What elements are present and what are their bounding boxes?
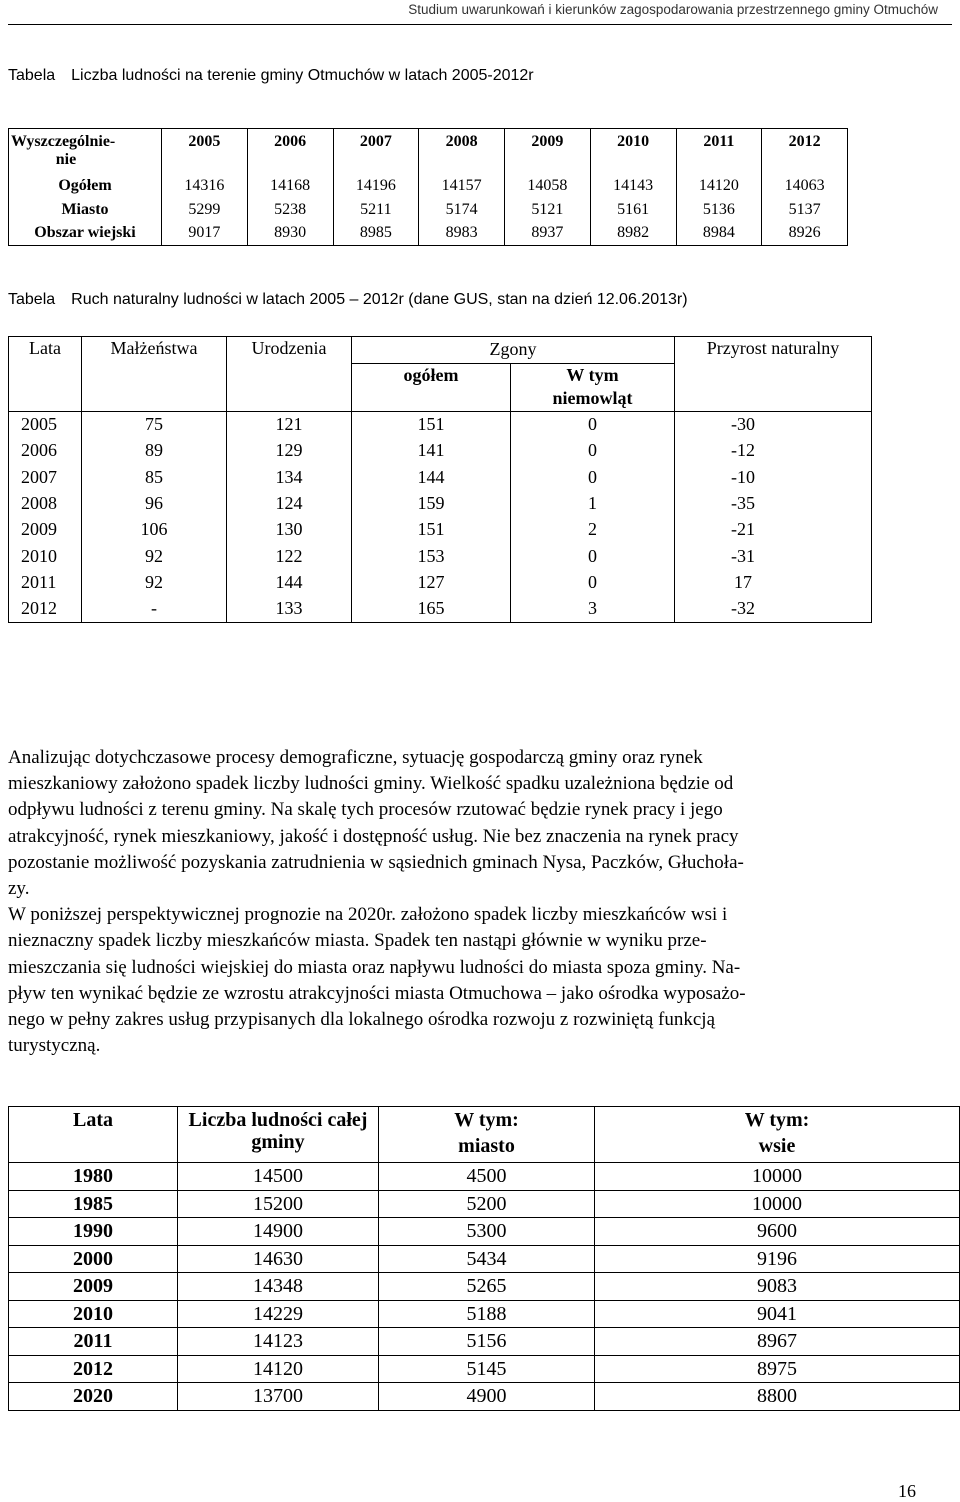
value-cell: 8983 [419,222,505,246]
value-cell: 151 [352,517,511,543]
value-cell: 89 [82,438,227,464]
header-lata: Lata [9,337,82,412]
year-cell: 2009 [9,1273,178,1301]
value-cell: -30 [675,412,872,438]
year-cell: 1990 [9,1218,178,1246]
value-cell: 124 [227,491,352,517]
value-cell: 14058 [505,174,591,198]
table-row [9,1107,960,1163]
year-cell: 2009 [9,517,82,543]
value-cell: 17 [675,570,872,596]
value-cell: -21 [675,517,872,543]
year-cell: 2012 [9,1355,178,1383]
year-cell: 2000 [9,1245,178,1273]
value-cell: 0 [511,412,675,438]
table1-caption [8,67,534,85]
value-cell: -31 [675,543,872,569]
value-cell: 96 [82,491,227,517]
value-cell: 9600 [595,1218,960,1246]
value-cell: 121 [227,412,352,438]
value-cell: 8985 [333,222,419,246]
value-cell: 10000 [595,1163,960,1191]
header-w-tym-line1: W tym [566,365,619,385]
value-cell: 14123 [178,1328,379,1356]
header-przyrost: Przyrost naturalny [675,337,872,412]
value-cell: 129 [227,438,352,464]
value-cell: - [82,596,227,622]
value-cell: 92 [82,543,227,569]
header-wsie-line1: W tym: [744,1109,810,1131]
year-cell: 2008 [419,129,505,174]
table-row [9,1218,960,1246]
year-cell: 2011 [9,570,82,596]
value-cell: 92 [82,570,227,596]
value-cell: 1 [511,491,675,517]
row-label: Miasto [9,198,162,222]
value-cell: 8800 [595,1383,960,1411]
table-row [9,129,848,174]
body-line: nego w pełny zakres usług przypisanych dla lokalnego ośrodka rozwoju z rozwiniętą funkcją [8,1009,715,1031]
year-cell: 2005 [162,129,248,174]
table-row [9,491,872,517]
table-row [9,198,848,222]
year-cell: 2011 [676,129,762,174]
body-line: nieznaczny spadek liczby mieszkańców miasta. Spadek ten nastąpi głównie w wyniku prze- [8,930,707,952]
table-row [9,570,872,596]
value-cell: 5156 [379,1328,595,1356]
value-cell: 14500 [178,1163,379,1191]
body-line: mieszczania się ludności wiejskiej do miasta oraz napływu ludności do miasta spoza gminy. Na- [8,956,741,978]
value-cell: 8982 [590,222,676,246]
value-cell: 5136 [676,198,762,222]
value-cell: 14120 [676,174,762,198]
value-cell: 5188 [379,1300,595,1328]
year-cell: 2020 [9,1383,178,1411]
value-cell: 13700 [178,1383,379,1411]
value-cell: 9083 [595,1273,960,1301]
table-row [9,174,848,198]
value-cell: -10 [675,464,872,490]
value-cell: 153 [352,543,511,569]
natural-movement-body [9,412,872,623]
table-row [9,596,872,622]
value-cell: 5300 [379,1218,595,1246]
value-cell: 5265 [379,1273,595,1301]
value-cell: 4900 [379,1383,595,1411]
header-total: Liczba ludności całej gminy [178,1107,379,1163]
table2-caption [8,291,688,309]
year-cell: 2010 [9,1300,178,1328]
value-cell: 14063 [762,174,848,198]
value-cell: 5174 [419,198,505,222]
value-cell: 3 [511,596,675,622]
header-urodzenia: Urodzenia [227,337,352,412]
table-row [9,1328,960,1356]
year-cell: 2007 [9,464,82,490]
value-cell: -32 [675,596,872,622]
table-row [9,1273,960,1301]
value-cell: 134 [227,464,352,490]
value-cell: 4500 [379,1163,595,1191]
value-cell: 144 [227,570,352,596]
value-cell: 14229 [178,1300,379,1328]
table-row [9,438,872,464]
value-cell: 8975 [595,1355,960,1383]
value-cell: 130 [227,517,352,543]
header-label-line2: nie [55,150,77,168]
forecast-body [9,1163,960,1411]
value-cell: 14900 [178,1218,379,1246]
value-cell: 14348 [178,1273,379,1301]
year-cell: 1985 [9,1190,178,1218]
value-cell: 14168 [247,174,333,198]
population-table [8,128,848,246]
value-cell: 5161 [590,198,676,222]
body-line: mieszkaniowy założono spadek liczby ludności gminy. Wielkość spadku uzależniona będzie od [8,773,734,795]
natural-movement-table [8,336,872,623]
value-cell: 8937 [505,222,591,246]
header-wsie [595,1107,960,1163]
value-cell: 127 [352,570,511,596]
year-cell: 2009 [505,129,591,174]
year-cell: 1980 [9,1163,178,1191]
year-cell: 2005 [9,412,82,438]
table-row [9,1190,960,1218]
body-line: W poniższej perspektywicznej prognozie na 2020r. założono spadek liczby mieszkańców wsi i [8,904,728,926]
value-cell: 5121 [505,198,591,222]
table2-caption-text: Ruch naturalny ludności w latach 2005 – 2012r (dane GUS, stan na dzień 12.06.2013r) [71,291,688,308]
table2-caption-label: Tabela [8,291,56,308]
value-cell: 14196 [333,174,419,198]
value-cell: 151 [352,412,511,438]
value-cell: 5137 [762,198,848,222]
year-cell: 2012 [762,129,848,174]
table-row [9,1300,960,1328]
table-row [9,543,872,569]
table-row [9,1163,960,1191]
header-w-tym-line2: niemowląt [552,387,633,408]
header-label-line1: Wyszczególnie- [11,133,116,150]
year-cell: 2012 [9,596,82,622]
value-cell: 14143 [590,174,676,198]
value-cell: 5200 [379,1190,595,1218]
body-line: zy. [8,878,30,900]
running-header: Studium uwarunkowań i kierunków zagospodarowania przestrzennego gminy Otmuchów [408,2,938,17]
value-cell: 9017 [162,222,248,246]
value-cell: 5238 [247,198,333,222]
year-cell: 2010 [590,129,676,174]
table-row [9,1355,960,1383]
value-cell: 141 [352,438,511,464]
year-cell: 2008 [9,491,82,517]
page-number: 16 [898,1481,916,1501]
table-row [9,517,872,543]
value-cell: 5299 [162,198,248,222]
value-cell: 9041 [595,1300,960,1328]
body-line: odpływu ludności z terenu gminy. Na skalę tych procesów rzutować będzie rynek pracy i jego [8,799,723,821]
value-cell: -35 [675,491,872,517]
value-cell: 8930 [247,222,333,246]
value-cell: 8984 [676,222,762,246]
value-cell: 14316 [162,174,248,198]
header-w-tym-niemowlat [511,364,675,412]
body-line: pozostanie możliwość pozyskania zatrudnienia w sąsiednich gminach Nysa, Paczków, Głuchoła- [8,851,744,873]
table-row [9,337,872,364]
value-cell: 165 [352,596,511,622]
value-cell: 14630 [178,1245,379,1273]
body-line: atrakcyjność, rynek mieszkaniowy, jakość i dostępność usług. Nie bez znaczenia na rynek pracy [8,825,739,847]
value-cell: 0 [511,570,675,596]
year-cell: 2011 [9,1328,178,1356]
body-line: pływ ten wynikać będzie ze wzrostu atrakcyjności miasta Otmuchowa – jako ośrodka wyposażo- [8,982,746,1004]
value-cell: 75 [82,412,227,438]
header-wsie-line2: wsie [758,1135,796,1157]
value-cell: -12 [675,438,872,464]
value-cell: 0 [511,464,675,490]
table-row [9,1383,960,1411]
year-cell: 2006 [247,129,333,174]
value-cell: 10000 [595,1190,960,1218]
value-cell: 2 [511,517,675,543]
table-row [9,222,848,246]
header-miasto [379,1107,595,1163]
row-label: Ogółem [9,174,162,198]
value-cell: 5145 [379,1355,595,1383]
value-cell: 133 [227,596,352,622]
year-cell: 2010 [9,543,82,569]
table1-caption-label: Tabela [8,67,56,84]
header-label-cell [9,129,162,174]
header-lata: Lata [9,1107,178,1163]
value-cell: 5211 [333,198,419,222]
header-rule [8,24,952,25]
value-cell: 85 [82,464,227,490]
value-cell: 0 [511,543,675,569]
year-cell: 2007 [333,129,419,174]
body-line: Analizując dotychczasowe procesy demograficzne, sytuację gospodarczą gminy oraz rynek [8,747,703,768]
header-ogolem: ogółem [352,364,511,412]
header-malzenstwa: Małżeństwa [82,337,227,412]
header-miasto-line1: W tym: [454,1109,519,1131]
table-row [9,412,872,438]
value-cell: 8926 [762,222,848,246]
header-zgony: Zgony [352,337,675,364]
value-cell: 106 [82,517,227,543]
value-cell: 5434 [379,1245,595,1273]
table-row [9,464,872,490]
value-cell: 144 [352,464,511,490]
body-text [8,745,943,1059]
table-row [9,1245,960,1273]
value-cell: 14157 [419,174,505,198]
value-cell: 15200 [178,1190,379,1218]
value-cell: 14120 [178,1355,379,1383]
value-cell: 122 [227,543,352,569]
value-cell: 9196 [595,1245,960,1273]
body-line: turystyczną. [8,1035,101,1057]
value-cell: 0 [511,438,675,464]
value-cell: 8967 [595,1328,960,1356]
year-cell: 2006 [9,438,82,464]
header-miasto-line2: miasto [458,1135,515,1157]
value-cell: 159 [352,491,511,517]
forecast-table [8,1106,960,1411]
table1-caption-text: Liczba ludności na terenie gminy Otmuchów w latach 2005-2012r [71,67,534,84]
row-label: Obszar wiejski [9,222,162,246]
